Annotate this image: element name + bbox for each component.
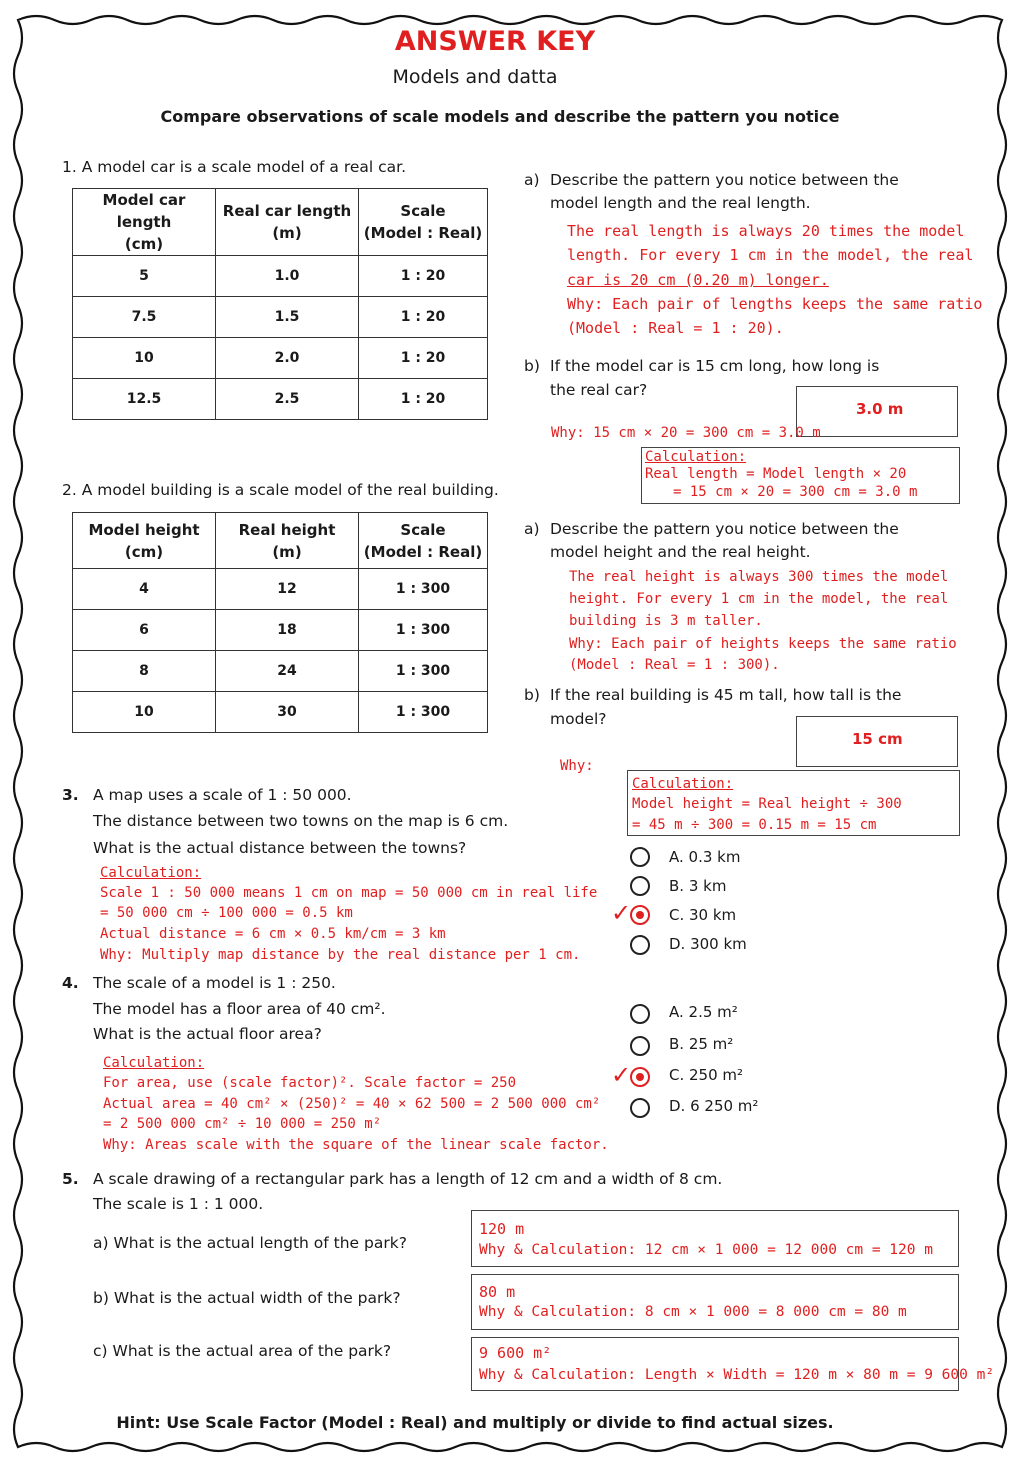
- q2-header-scale: Scale: [400, 520, 446, 539]
- q5-line: The scale is 1 : 1 000.: [93, 1195, 264, 1213]
- q3-option-c-radio[interactable]: [630, 905, 650, 925]
- cell: 1 : 20: [359, 297, 488, 338]
- q3-option-c[interactable]: C. 30 km: [669, 906, 737, 924]
- q1-header-scale-unit: (Model : Real): [363, 224, 483, 242]
- q3-option-a[interactable]: A. 0.3 km: [669, 848, 741, 866]
- q1-b-calc-line: Real length = Model length × 20: [645, 466, 907, 482]
- cell: 12: [216, 569, 359, 610]
- q1-b-question-line: If the model car is 15 cm long, how long is: [550, 357, 880, 375]
- q1-header-model-unit: (cm): [124, 235, 164, 253]
- q4-calc-title: Calculation:: [103, 1055, 205, 1071]
- cell: 7.5: [73, 297, 216, 338]
- table-row: [73, 610, 488, 651]
- q1-table: [72, 188, 488, 420]
- cell: 18: [216, 610, 359, 651]
- q2-a-answer-line: Why: Each pair of heights keeps the same ratio: [569, 636, 957, 652]
- q1-a-answer-line: length. For every 1 cm in the model, the real: [567, 246, 974, 264]
- q1-header-real-unit: (m): [272, 224, 302, 242]
- q4-calc-line: Actual area = 40 cm² × (250)² = 40 × 62 500 = 2 500 000 cm²: [103, 1096, 601, 1112]
- q2-table: [72, 512, 488, 733]
- q5-b-question: b) What is the actual width of the park?: [93, 1289, 401, 1307]
- cell: 10: [73, 692, 216, 733]
- q4-option-c[interactable]: C. 250 m²: [669, 1066, 744, 1084]
- q2-header-real-unit: (m): [272, 542, 302, 561]
- page-subtitle: Models and datta: [392, 66, 558, 88]
- table-row: [73, 338, 488, 379]
- cell: 1 : 20: [359, 379, 488, 420]
- q2-b-calc-line: = 45 m ÷ 300 = 0.15 m = 15 cm: [632, 817, 877, 833]
- q2-a-answer-line: building is 3 m taller.: [569, 613, 763, 629]
- q5-b-why: Why & Calculation: 8 cm × 1 000 = 8 000 cm = 80 m: [479, 1304, 907, 1320]
- table-row: [73, 297, 488, 338]
- q1-header-real: Real car length: [222, 202, 352, 220]
- q3-number: 3.: [62, 786, 79, 804]
- q5-line: A scale drawing of a rectangular park has a length of 12 cm and a width of 8 cm.: [93, 1170, 723, 1188]
- cell: 30: [216, 692, 359, 733]
- q3-checkmark-icon: ✓: [611, 899, 632, 927]
- q1-a-question-line: Describe the pattern you notice between the: [550, 171, 899, 189]
- q1-a-answer-line: car is 20 cm (0.20 m) longer.: [567, 271, 829, 289]
- q2-a-answer-line: The real height is always 300 times the model: [569, 569, 949, 585]
- cell: 6: [73, 610, 216, 651]
- cell: 1 : 300: [359, 651, 488, 692]
- q4-calc-line: For area, use (scale factor)². Scale factor = 250: [103, 1075, 517, 1091]
- q2-a-answer-line: (Model : Real = 1 : 300).: [569, 657, 780, 673]
- q1-b-answer: 3.0 m: [856, 400, 904, 418]
- q2-header-scale-unit: (Model : Real): [363, 542, 483, 561]
- table-row: [73, 569, 488, 610]
- cell: 4: [73, 569, 216, 610]
- cell: 1 : 20: [359, 256, 488, 297]
- cell: 1 : 300: [359, 569, 488, 610]
- q2-header-model: Model height: [88, 520, 200, 539]
- cell: 8: [73, 651, 216, 692]
- q2-a-question-line: Describe the pattern you notice between the: [550, 520, 899, 538]
- cell: 1 : 20: [359, 338, 488, 379]
- q5-c-answer: 9 600 m²: [479, 1344, 552, 1362]
- q2-a-question-line: model height and the real height.: [550, 543, 811, 561]
- cell: 24: [216, 651, 359, 692]
- q3-calc-line: Scale 1 : 50 000 means 1 cm on map = 50 000 cm in real life: [100, 885, 598, 901]
- q1-b-question-line: the real car?: [550, 381, 648, 399]
- q3-option-b-radio[interactable]: [630, 876, 650, 896]
- q3-option-b[interactable]: B. 3 km: [669, 877, 727, 895]
- q5-a-answer: 120 m: [479, 1220, 525, 1238]
- q4-number: 4.: [62, 974, 79, 992]
- q4-checkmark-icon: ✓: [611, 1061, 632, 1089]
- hint-footer: Hint: Use Scale Factor (Model : Real) and multiply or divide to find actual sizes.: [116, 1413, 834, 1432]
- q2-header-model-unit: (cm): [124, 542, 164, 561]
- q5-a-answer-box: [471, 1210, 959, 1267]
- cell: 1 : 300: [359, 692, 488, 733]
- q3-calc-line: Actual distance = 6 cm × 0.5 km/cm = 3 km: [100, 926, 446, 942]
- q3-option-d[interactable]: D. 300 km: [669, 935, 747, 953]
- cell: 2.0: [216, 338, 359, 379]
- q1-header-model: Model car length: [102, 191, 186, 231]
- q1-b-why: Why: 15 cm × 20 = 300 cm = 3.0 m: [551, 425, 821, 441]
- cell: 1.5: [216, 297, 359, 338]
- q1-prompt: 1. A model car is a scale model of a real car.: [62, 158, 407, 176]
- q5-c-why: Why & Calculation: Length × Width = 120 m × 80 m = 9 600 m²: [479, 1367, 995, 1383]
- q2-prompt: 2. A model building is a scale model of the real building.: [62, 481, 499, 499]
- q4-option-b-radio[interactable]: [630, 1036, 650, 1056]
- cell: 2.5: [216, 379, 359, 420]
- q1-b-calc-line: = 15 cm × 20 = 300 cm = 3.0 m: [673, 484, 918, 500]
- cell: 10: [73, 338, 216, 379]
- q1-b-calc-title: Calculation:: [645, 449, 747, 465]
- q3-line: A map uses a scale of 1 : 50 000.: [93, 786, 352, 804]
- table-row: [73, 692, 488, 733]
- q4-calc-line: = 2 500 000 cm² ÷ 10 000 = 250 m²: [103, 1116, 382, 1132]
- q5-number: 5.: [62, 1170, 79, 1188]
- q1-header-scale: Scale: [400, 202, 446, 220]
- q4-option-a-radio[interactable]: [630, 1004, 650, 1024]
- page-title: ANSWER KEY: [394, 26, 596, 57]
- cell: 12.5: [73, 379, 216, 420]
- q4-option-b[interactable]: B. 25 m²: [669, 1035, 734, 1053]
- q2-b-why: Why:: [560, 758, 594, 774]
- table-row: [73, 379, 488, 420]
- q5-a-why: Why & Calculation: 12 cm × 1 000 = 12 000 cm = 120 m: [479, 1242, 933, 1258]
- instruction-line: Compare observations of scale models and describe the pattern you notice: [160, 107, 840, 126]
- q3-option-d-radio[interactable]: [630, 935, 650, 955]
- q1-a-question-line: model length and the real length.: [550, 194, 811, 212]
- q1-a-label: a): [524, 171, 540, 189]
- q4-option-d-radio[interactable]: [630, 1098, 650, 1118]
- q2-b-calc-line: Model height = Real height ÷ 300: [632, 796, 902, 812]
- q2-b-label: b): [524, 686, 540, 704]
- q1-a-answer-line: Why: Each pair of lengths keeps the same ratio: [567, 295, 983, 313]
- cell: 1.0: [216, 256, 359, 297]
- table-row: [73, 651, 488, 692]
- q4-option-a[interactable]: A. 2.5 m²: [669, 1003, 738, 1021]
- q3-calc-line: = 50 000 cm ÷ 100 000 = 0.5 km: [100, 905, 353, 921]
- q3-calc-line: Why: Multiply map distance by the real distance per 1 cm.: [100, 947, 581, 963]
- q2-b-calc-title: Calculation:: [632, 776, 734, 792]
- q3-calc-title: Calculation:: [100, 865, 202, 881]
- q2-b-question-line: If the real building is 45 m tall, how tall is the: [550, 686, 902, 704]
- q2-header-real: Real height: [238, 520, 336, 539]
- q3-line: The distance between two towns on the map is 6 cm.: [93, 812, 509, 830]
- q2-b-answer: 15 cm: [852, 730, 903, 748]
- q1-a-answer-line: (Model : Real = 1 : 20).: [567, 319, 784, 337]
- q3-option-a-radio[interactable]: [630, 847, 650, 867]
- q4-option-d[interactable]: D. 6 250 m²: [669, 1097, 759, 1115]
- q3-line: What is the actual distance between the towns?: [93, 839, 467, 857]
- q5-a-question: a) What is the actual length of the park?: [93, 1234, 407, 1252]
- q4-calc-line: Why: Areas scale with the square of the linear scale factor.: [103, 1137, 609, 1153]
- table-row: [73, 256, 488, 297]
- q5-b-answer: 80 m: [479, 1283, 516, 1301]
- q2-a-label: a): [524, 520, 540, 538]
- q2-a-answer-line: height. For every 1 cm in the model, the real: [569, 591, 949, 607]
- q5-b-answer-box: [471, 1274, 959, 1330]
- q4-option-c-radio[interactable]: [630, 1067, 650, 1087]
- q1-b-label: b): [524, 357, 540, 375]
- q5-c-question: c) What is the actual area of the park?: [93, 1342, 392, 1360]
- q4-line: The scale of a model is 1 : 250.: [93, 974, 336, 992]
- q4-line: The model has a floor area of 40 cm².: [93, 1000, 386, 1018]
- cell: 1 : 300: [359, 610, 488, 651]
- q2-b-question-line: model?: [550, 710, 607, 728]
- q1-a-answer-line: The real length is always 20 times the model: [567, 222, 965, 240]
- cell: 5: [73, 256, 216, 297]
- q4-line: What is the actual floor area?: [93, 1025, 322, 1043]
